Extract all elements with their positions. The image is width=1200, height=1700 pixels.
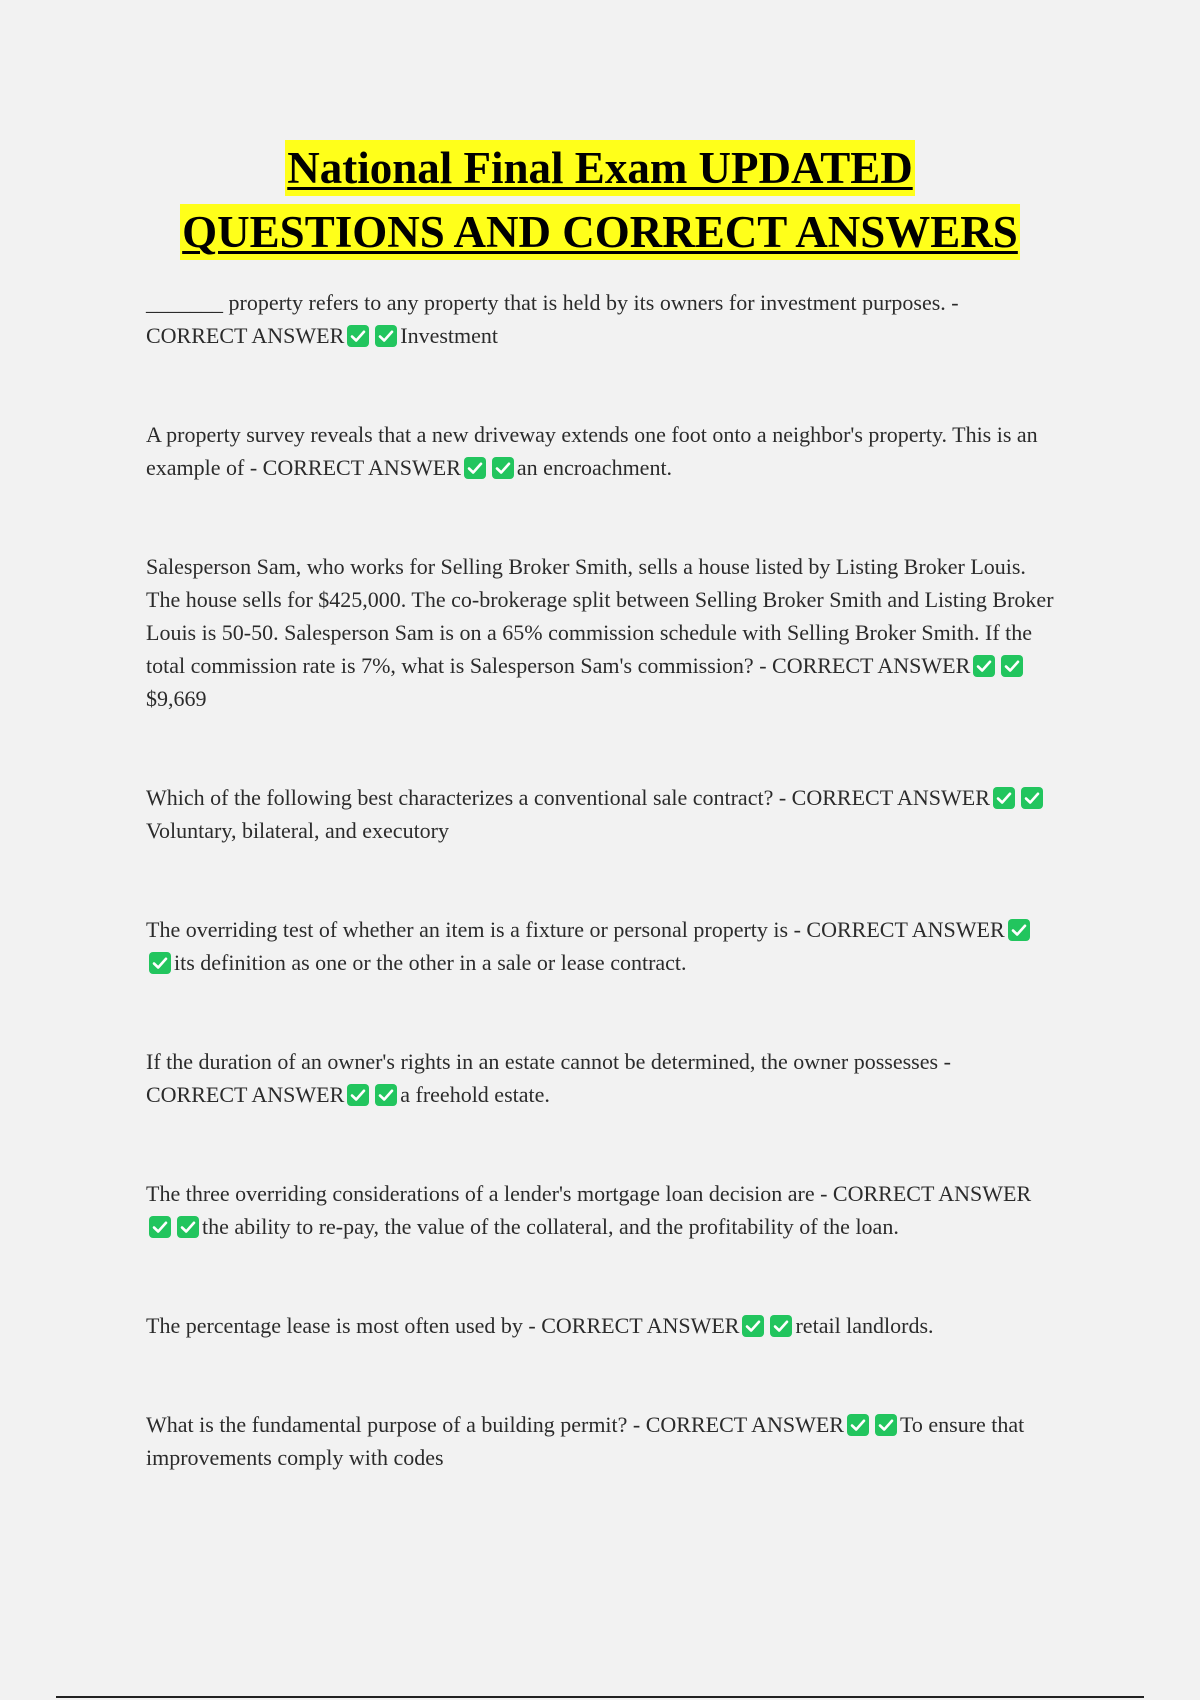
correct-answer-marker: - CORRECT ANSWER (759, 653, 971, 678)
check-mark-icon (973, 655, 995, 677)
check-mark-icon (1021, 787, 1043, 809)
check-mark-icon (149, 1216, 171, 1238)
check-mark-icon (375, 1084, 397, 1106)
title-line: National Final Exam UPDATED (285, 140, 914, 196)
qa-item (146, 550, 1056, 715)
question-text: The three overriding considerations of a lender's mortgage loan decision are (146, 1181, 815, 1206)
document-title (0, 140, 1200, 268)
check-mark-icon (347, 325, 369, 347)
check-mark-icon (742, 1315, 764, 1337)
answer-text: Investment (400, 323, 499, 348)
question-text: What is the fundamental purpose of a building permit? (146, 1412, 628, 1437)
question-text: The percentage lease is most often used by (146, 1313, 523, 1338)
correct-answer-marker: - CORRECT ANSWER (778, 785, 990, 810)
qa-item (146, 1309, 1056, 1342)
check-mark-icon (347, 1084, 369, 1106)
correct-answer-marker: - CORRECT ANSWER (528, 1313, 740, 1338)
correct-answer-marker: - CORRECT ANSWER (146, 1049, 951, 1107)
check-mark-icon (375, 325, 397, 347)
answer-text: Voluntary, bilateral, and executory (146, 818, 450, 843)
correct-answer-marker: - CORRECT ANSWER (820, 1181, 1032, 1206)
correct-answer-marker: - CORRECT ANSWER (249, 455, 461, 480)
correct-answer-marker: - CORRECT ANSWER (146, 290, 959, 348)
question-text: A property survey reveals that a new driveway extends one foot onto a neighbor's property. This is an example of (146, 422, 1038, 480)
footer-rule (56, 1696, 1144, 1698)
check-mark-icon (1001, 655, 1023, 677)
qa-item (146, 1045, 1056, 1111)
title-line: QUESTIONS AND CORRECT ANSWERS (180, 204, 1020, 260)
check-mark-icon (177, 1216, 199, 1238)
check-mark-icon (492, 457, 514, 479)
qa-item (146, 286, 1056, 352)
qa-item (146, 913, 1056, 979)
qa-item (146, 781, 1056, 847)
check-mark-icon (149, 952, 171, 974)
answer-text: retail landlords. (795, 1313, 934, 1338)
question-text: If the duration of an owner's rights in an estate cannot be determined, the owner possesses (146, 1049, 939, 1074)
question-text: The overriding test of whether an item is a fixture or personal property is (146, 917, 789, 942)
qa-item (146, 1177, 1056, 1243)
answer-text: $9,669 (146, 686, 207, 711)
question-text: Salesperson Sam, who works for Selling Broker Smith, sells a house listed by Listing Broker Louis. The house sells for $425,000. The co-brokerage split between Selling Broker Smith and Listing Broker Louis is 50-50. Salesperson Sam is on a 65% commission schedule with Selling Broker Smith. If the total commission rate is 7%, what is Salesperson Sam's commission? (146, 554, 1054, 678)
check-mark-icon (993, 787, 1015, 809)
qa-list (146, 286, 1056, 1540)
correct-answer-marker: - CORRECT ANSWER (632, 1412, 844, 1437)
qa-item (146, 418, 1056, 484)
question-text: Which of the following best characterizes a conventional sale contract? (146, 785, 774, 810)
correct-answer-marker: - CORRECT ANSWER (793, 917, 1005, 942)
check-mark-icon (847, 1414, 869, 1436)
answer-text: the ability to re-pay, the value of the collateral, and the profitability of the loan. (202, 1214, 899, 1239)
check-mark-icon (464, 457, 486, 479)
answer-text: To ensure that improvements comply with codes (146, 1412, 1025, 1470)
qa-item (146, 1408, 1056, 1474)
check-mark-icon (770, 1315, 792, 1337)
answer-text: an encroachment. (516, 455, 673, 480)
answer-text: a freehold estate. (400, 1082, 550, 1107)
check-mark-icon (1008, 919, 1030, 941)
check-mark-icon (875, 1414, 897, 1436)
answer-text: its definition as one or the other in a sale or lease contract. (174, 950, 687, 975)
question-text: _______ property refers to any property that is held by its owners for investment purposes. (146, 290, 946, 315)
